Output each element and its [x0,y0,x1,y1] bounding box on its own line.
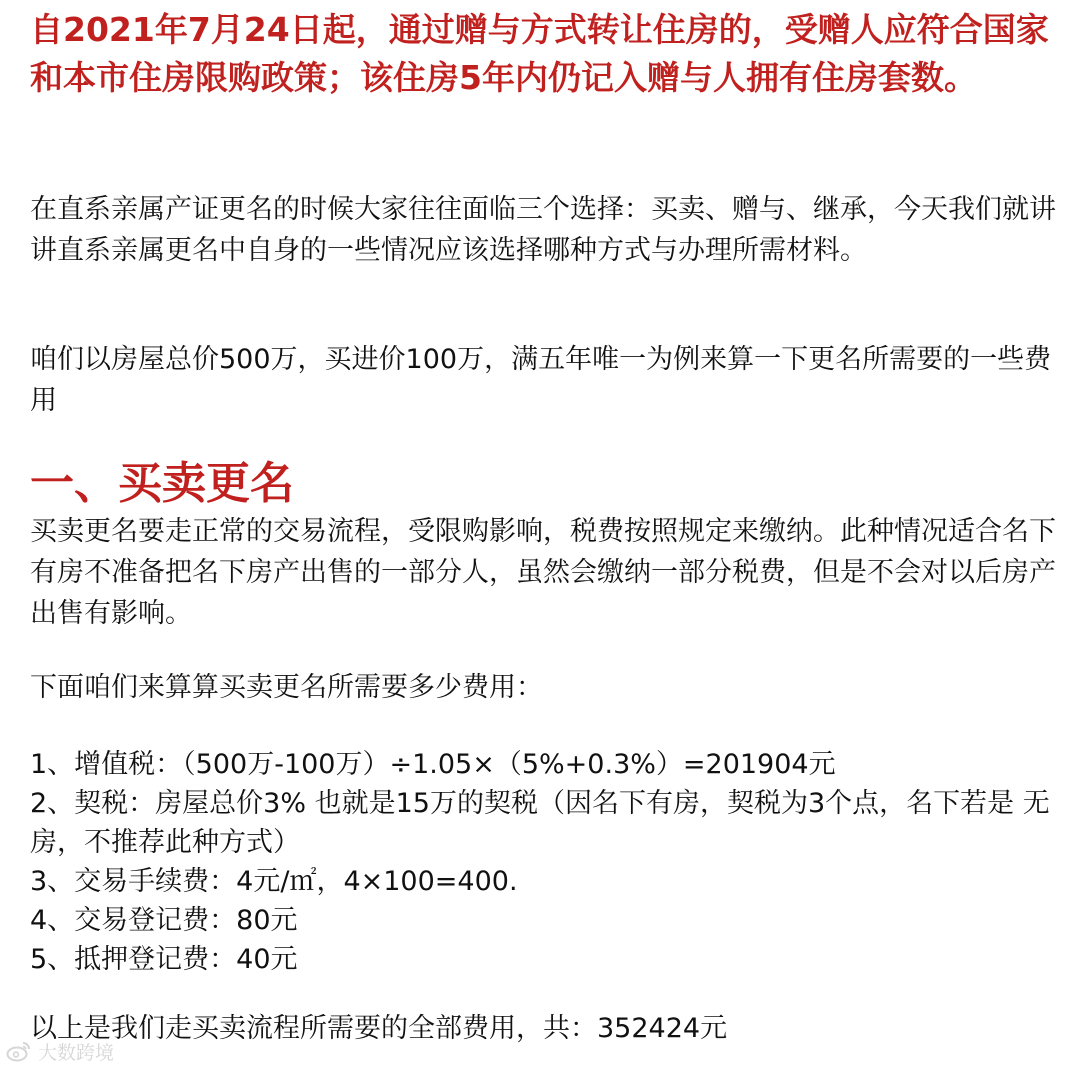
watermark [6,1036,114,1066]
fee-item-transaction-fee: 3、交易手续费：4元/㎡，4×100=400. [30,866,518,897]
fee-list [30,745,1060,979]
intro-highlight-text: 自2021年7月24日起，通过赠与方式转让住房的，受赠人应符合国家和本市住房限购政策；该住房5年内仍记入赠与人拥有住房套数。 [30,10,1049,97]
fees-intro: 下面咱们来算算买卖更名所需要多少费用： [30,672,543,703]
choices-paragraph: 在直系亲属产证更名的时候大家往往面临三个选择：买卖、赠与、继承，今天我们就讲讲直系亲属更名中自身的一些情况应该选择哪种方式与办理所需材料。 [30,194,1056,266]
watermark-text: 大数跨境 [38,1041,115,1064]
fee-item-registration-fee: 4、交易登记费：80元 [30,905,298,936]
fee-item-mortgage-fee: 5、抵押登记费：40元 [30,944,298,975]
fee-item-vat: 1、增值税：（500万-100万）÷1.05×（5%+0.3%）=201904元 [30,749,836,780]
weibo-logo-icon [6,1040,32,1062]
fee-item-deed-tax: 2、契税：房屋总价3% 也就是15万的契税（因名下有房，契税为3个点，名下若是 无房，不推荐此种方式） [30,788,1050,858]
total-cost-line: 以上是我们走买卖流程所需要的全部费用，共：352424元 [30,1013,728,1044]
section-description: 买卖更名要走正常的交易流程，受限购影响，税费按照规定来缴纳。此种情况适合名下有房不准备把名下房产出售的一部分人，虽然会缴纳一部分税费，但是不会对以后房产出售有影响。 [30,516,1056,629]
section-heading: 一、买卖更名 [30,458,294,509]
example-paragraph: 咱们以房屋总价500万，买进价100万，满五年唯一为例来算一下更名所需要的一些费用 [30,344,1052,416]
